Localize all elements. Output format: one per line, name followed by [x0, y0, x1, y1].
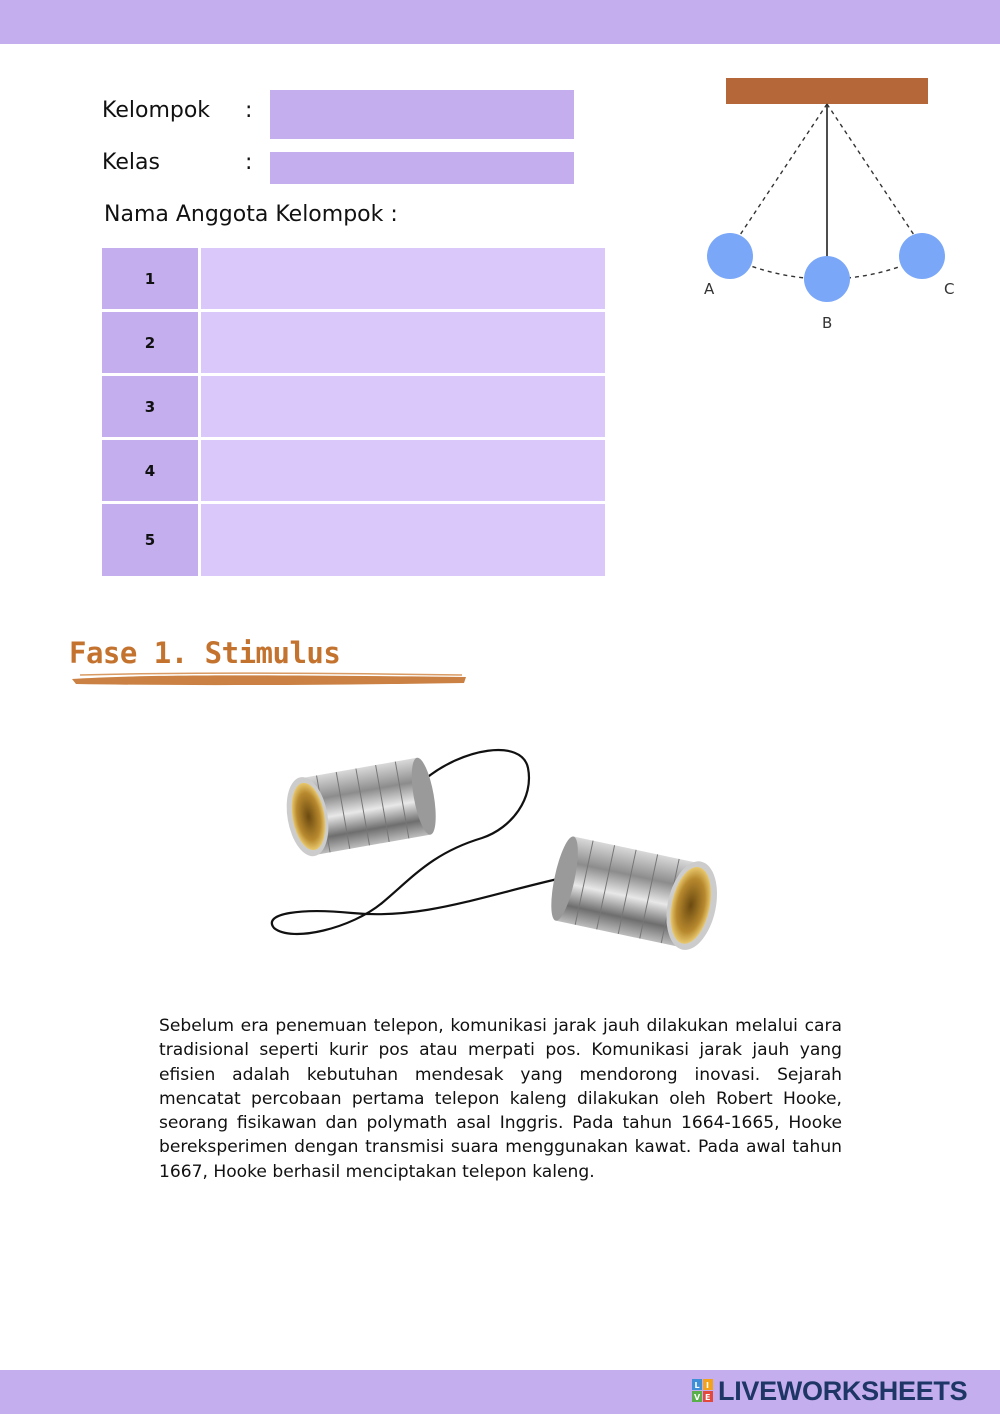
- member-row: [102, 504, 605, 576]
- brand-text: LIVEWORKSHEETS: [718, 1375, 968, 1406]
- members-table: [102, 248, 605, 579]
- pendulum-ball-b: [804, 256, 850, 302]
- member-name-input[interactable]: [201, 440, 605, 501]
- class-input[interactable]: [270, 152, 574, 184]
- svg-text:E: E: [705, 1393, 711, 1402]
- member-number: 4: [102, 440, 198, 501]
- svg-text:V: V: [694, 1393, 701, 1402]
- label-b: B: [822, 314, 833, 332]
- member-name-input[interactable]: [201, 504, 605, 576]
- member-row: [102, 376, 605, 437]
- can-left: [281, 755, 441, 859]
- group-colon: :: [245, 98, 253, 123]
- pendulum-string-right: [827, 104, 922, 247]
- member-row: [102, 312, 605, 373]
- member-name-input[interactable]: [201, 248, 605, 309]
- tin-can-telephone-image: [262, 728, 732, 990]
- can-right: [545, 832, 724, 954]
- section-title: Fase 1. Stimulus: [69, 636, 341, 670]
- brush-underline: [70, 670, 470, 690]
- pendulum-string-left: [732, 104, 827, 247]
- group-input[interactable]: [270, 90, 574, 139]
- label-a: A: [704, 280, 715, 298]
- member-number: 2: [102, 312, 198, 373]
- pendulum-ball-c: [899, 233, 945, 279]
- svg-text:I: I: [706, 1381, 709, 1390]
- group-label: Kelompok: [102, 98, 211, 123]
- members-title: Nama Anggota Kelompok :: [104, 202, 398, 227]
- member-number: 5: [102, 504, 198, 576]
- liveworksheets-logo-icon: [692, 1379, 714, 1403]
- member-name-input[interactable]: [201, 376, 605, 437]
- member-number: 1: [102, 248, 198, 309]
- stimulus-paragraph: Sebelum era penemuan telepon, komunikasi jarak jauh dilakukan melalui cara tradisional seperti kurir pos atau merpati pos. Komunikasi jarak jauh yang efisien adalah kebutuhan mendesak yang mendorong inovasi. Sejarah mencatat percobaan pertama telepon kaleng dilakukan oleh Robert Hooke, seorang fisikawan dan polymath asal Inggris. Pada tahun 1664-1665, Hooke bereksperimen dengan transmisi suara menggunakan kawat. Pada awal tahun 1667, Hooke berhasil menciptakan telepon kaleng.: [159, 1016, 842, 1182]
- member-number: 3: [102, 376, 198, 437]
- member-row: [102, 440, 605, 501]
- svg-text:L: L: [694, 1381, 700, 1390]
- top-band: [0, 0, 1000, 44]
- pendulum-support-bar: [726, 78, 928, 104]
- pendulum-ball-a: [707, 233, 753, 279]
- pendulum-diagram: [690, 72, 970, 342]
- class-label: Kelas: [102, 150, 160, 175]
- class-colon: :: [245, 150, 253, 175]
- liveworksheets-logo: [692, 1375, 967, 1407]
- member-name-input[interactable]: [201, 312, 605, 373]
- label-c: C: [944, 280, 955, 298]
- member-row: [102, 248, 605, 309]
